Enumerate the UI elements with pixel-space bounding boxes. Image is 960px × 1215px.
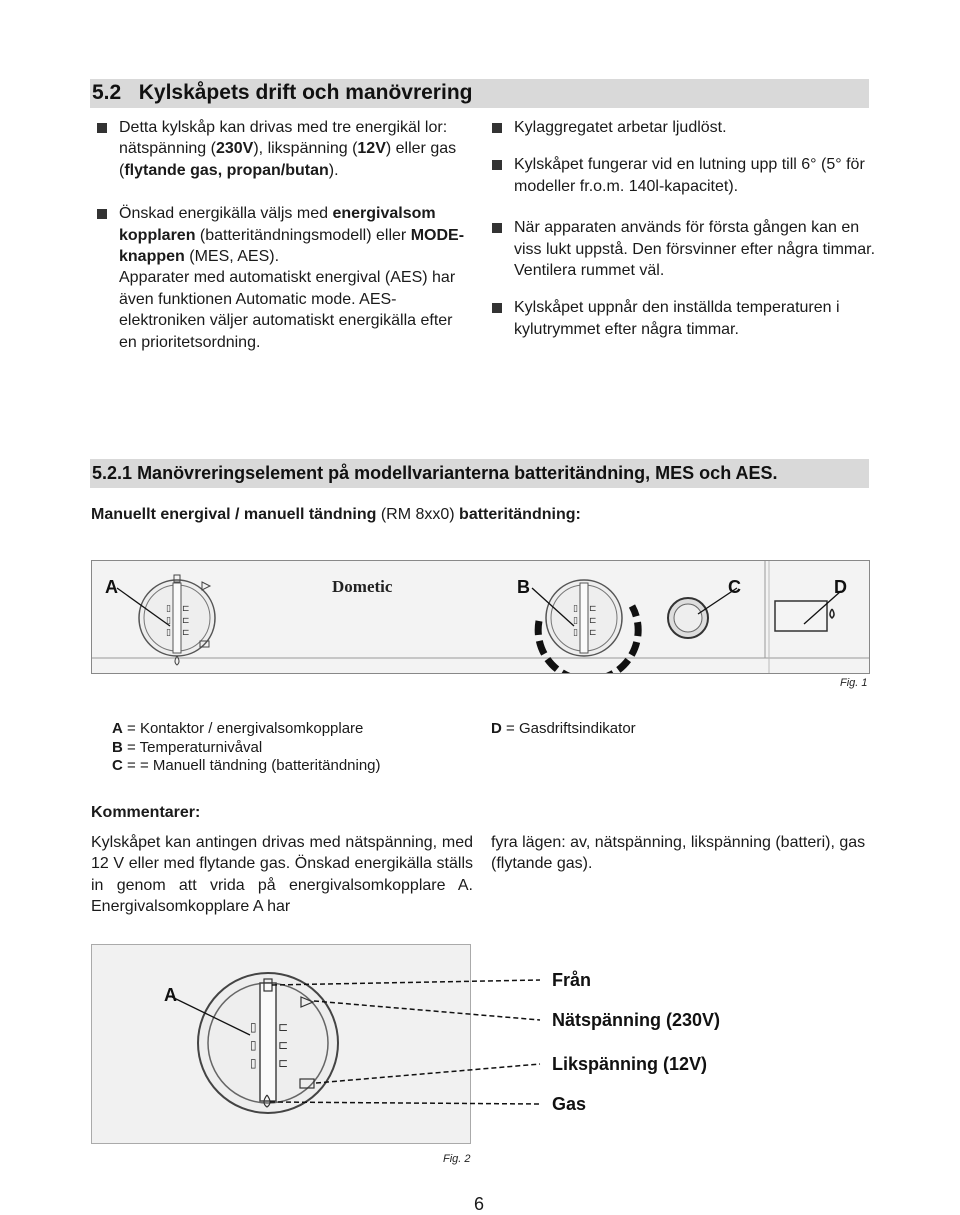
callout-battery: Likspänning (12V): [552, 1054, 708, 1074]
svg-text:▯: ▯: [573, 616, 578, 626]
label-b: B: [517, 577, 530, 597]
text: Önskad energikälla väljs med: [119, 205, 333, 223]
fig2-label-a: A: [164, 985, 177, 1005]
fig2-caption: Fig. 2: [443, 1153, 471, 1165]
svg-text:▯: ▯: [250, 1038, 257, 1052]
svg-text:⊏: ⊏: [589, 616, 597, 626]
legend-key: B: [112, 738, 123, 756]
text: (MES, AES).: [184, 248, 280, 266]
svg-text:▯: ▯: [250, 1056, 257, 1070]
legend-key: D: [491, 720, 502, 737]
text: Detta kylskåp kan drivas med tre energikäl lor:: [119, 119, 448, 136]
text: ) eller gas (: [119, 140, 457, 179]
comments-heading: Kommentarer:: [91, 804, 201, 821]
subsection-title: Manövreringselement på modellvarianterna batteritändning, MES och AES.: [137, 463, 778, 483]
svg-text:▯: ▯: [573, 628, 578, 638]
legend-text: = Kontaktor / energivalsomkopplare: [122, 720, 364, 737]
fig1-caption: Fig. 1: [840, 677, 868, 689]
text: (batteritändningsmodell) eller: [195, 226, 411, 244]
bold-text: energivalsom kopplaren: [119, 205, 436, 244]
manual-heading-type: batteritändning:: [459, 506, 581, 523]
callout-mains: Nätspänning (230V): [552, 1010, 721, 1030]
svg-text:▯: ▯: [166, 616, 171, 626]
bold-text: MODE-knappen: [119, 226, 465, 266]
legend-text: = Temperaturnivåval: [122, 738, 263, 756]
bullet-text: När apparaten används för första gången kan en viss lukt uppstå. Den försvinner efter några timmar. Ventilera rummet väl.: [514, 219, 876, 280]
dometic-logo: Dometic: [332, 577, 393, 596]
text: ).: [328, 161, 339, 179]
svg-text:▯: ▯: [166, 628, 171, 638]
bold-text: flytande gas, propan/butan: [124, 161, 329, 179]
callout-gas: Gas: [552, 1094, 587, 1114]
callout-off: Från: [552, 970, 592, 990]
legend-text: = Gasdriftsindikator: [501, 720, 636, 737]
svg-text:⊏: ⊏: [182, 616, 190, 626]
svg-text:▯: ▯: [573, 604, 578, 614]
svg-text:⊏: ⊏: [278, 1038, 289, 1052]
bullet-text: Kylskåpet uppnår den inställda temperaturen i kylutrymmet efter några timmar.: [514, 299, 840, 338]
page-number: 6: [474, 1194, 485, 1214]
svg-text:⊏: ⊏: [278, 1020, 289, 1034]
label-d: D: [834, 577, 847, 597]
legend-key: A: [112, 720, 123, 737]
section-title: Kylskåpets drift och manövrering: [138, 81, 473, 104]
manual-heading-bold: Manuellt energival / manuell tändning: [91, 506, 377, 523]
svg-text:⊏: ⊏: [182, 604, 190, 614]
comments-right-text: fyra lägen: av, nätspänning, likspänning (batteri), gas (flytande gas).: [491, 834, 866, 873]
section-number: 5.2: [92, 81, 122, 104]
bullet-text: Kylaggregatet arbetar ljudlöst.: [514, 119, 727, 136]
svg-text:▯: ▯: [250, 1020, 257, 1034]
label-c: C: [728, 577, 741, 597]
manual-heading-model: (RM 8xx0): [376, 506, 460, 523]
text: ), likspänning (: [253, 140, 358, 158]
bold-text: 230V: [215, 140, 254, 158]
legend-key: C: [112, 757, 123, 774]
comments-left-text: Kylskåpet kan antingen drivas med nätspänning, med 12 V eller med flytande gas. Önskad energikälla ställs in genom att vrida på energivalsomkopplare A. Energivalsomkopplare A har: [91, 834, 473, 916]
svg-text:⊏: ⊏: [589, 628, 597, 638]
bold-text: 12V: [357, 140, 386, 158]
label-a: A: [105, 577, 118, 597]
bullet-text: Kylskåpet fungerar vid en lutning upp till 6° (5° för modeller fr.o.m. 140l-kapacitet).: [514, 156, 865, 195]
text: nätspänning (: [119, 140, 216, 158]
text: Apparater med automatiskt energival (AES) har även funktionen Automatic mode. AES-elektroniken väljer automatiskt energikälla efter en prioritetsordning.: [119, 269, 456, 351]
svg-text:▯: ▯: [166, 604, 171, 614]
subsection-number: 5.2.1: [92, 463, 133, 483]
svg-text:⊏: ⊏: [589, 604, 597, 614]
legend-text: = = Manuell tändning (batteritändning): [122, 757, 381, 774]
svg-text:⊏: ⊏: [278, 1056, 289, 1070]
svg-text:⊏: ⊏: [182, 628, 190, 638]
